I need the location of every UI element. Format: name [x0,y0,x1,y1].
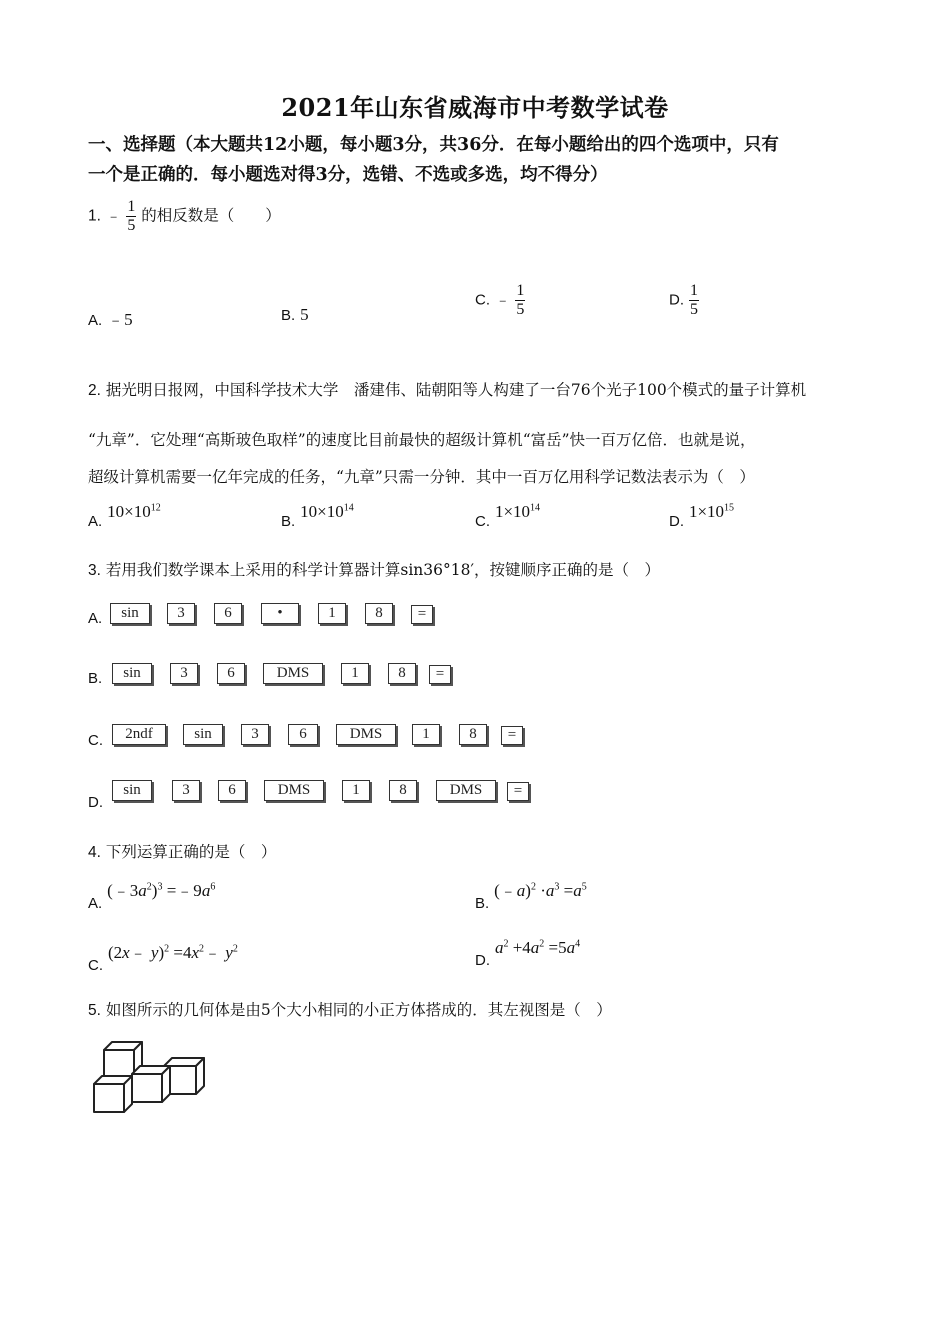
calculator-key: = [507,782,529,801]
calculator-key: 6 [214,603,242,624]
q4-option-a[interactable]: A. $(﹣3a^2)^3$ $=﹣9a^6$ [88,881,216,912]
q2-option-b[interactable]: B. $10\times 10^{14}$ [281,502,354,530]
calculator-key: sin [112,780,152,801]
calculator-key: sin [183,724,223,745]
cube-figure [88,1036,213,1118]
q4-option-d[interactable]: D. $a^2 +4a^2 =5a^4$ [475,938,581,969]
q3-option-a-label[interactable]: A. [88,610,103,627]
calculator-key: sin [112,663,152,684]
calculator-key: 3 [241,724,269,745]
formula: $(﹣3a^2)^3$ $=﹣9a^6$ [107,881,216,900]
cube [94,1076,132,1112]
q2-option-a[interactable]: A. $10\times 10^{12}$ [88,502,161,530]
calculator-key: 1 [412,724,440,745]
calculator-key: 6 [217,663,245,684]
q4-option-c[interactable]: C. (2x﹣ $y)^2 =4x^2﹣$ $y^2$ [88,943,238,974]
calculator-key: 1 [341,663,369,684]
calculator-key: 8 [365,603,393,624]
calculator-key: DMS [436,780,496,801]
formula: (2x﹣ $y)^2 =4x^2﹣$ $y^2$ [107,943,238,962]
question-5: 5. 如图所示的几何体是由5个大小相同的小正方体搭成的．其左视图是（ ） [88,1001,612,1019]
calculator-key: 8 [389,780,417,801]
q3-option-c-label[interactable]: C. [88,732,103,749]
calculator-key: 1 [318,603,346,624]
calculator-key: 6 [218,780,246,801]
calculator-key: 3 [170,663,198,684]
calculator-key: DMS [263,663,323,684]
calculator-key: sin [110,603,150,624]
calculator-key: 1 [342,780,370,801]
calculator-key: DMS [336,724,396,745]
calculator-key: 2ndf [112,724,166,745]
fraction: $\frac{1}{5}$ [689,282,698,318]
page-title: 2021年山东省威海市中考数学试卷 [281,93,669,122]
fraction: $\frac{1}{5}$ [127,198,136,234]
q1-option-b[interactable]: B. 5 [281,305,309,324]
calculator-key: DMS [264,780,324,801]
section-heading-line2: 一个是正确的．每小题选对得3分，选错、不选或多选，均不得分） [88,165,608,185]
calculator-key: = [501,726,523,745]
fraction: $\frac{1}{5}$ [516,282,525,318]
question-3: 3. 若用我们数学课本上采用的科学计算器计算sin36°18′，按键顺序正确的是（ ） [88,561,660,579]
calculator-key: = [411,605,433,624]
cube [132,1066,170,1102]
question-text: 的相反数是（ ） [141,206,281,225]
q2-option-d[interactable]: D. $1\times 10^{15}$ [669,502,735,530]
calculator-key: 8 [388,663,416,684]
question-4: 4. 下列运算正确的是（ ） [88,843,277,861]
question-2-line2: “九章”．它处理“高斯玻色取样”的速度比目前最快的超级计算机“富岳”快一百万亿倍．也就是说， [88,431,756,449]
question-2-line1: 2. 据光明日报网，中国科学技术大学 潘建伟、陆朝阳等人构建了一台76个光子100个模式的量子计算机 [88,381,807,399]
q2-option-c[interactable]: C. $1\times 10^{14}$ [475,502,541,530]
q1-option-d[interactable]: D. $\frac{1}{5}$ [669,282,698,318]
q3-option-b-label[interactable]: B. [88,670,103,687]
minus-sign: ﹣ [105,206,122,225]
calculator-key: 6 [288,724,318,745]
q1-option-c[interactable]: C. ﹣ $\frac{1}{5}$ [475,282,525,318]
formula: $a^2 +4a^2 =5a^4$ [494,938,581,957]
section-heading-line1: 一、选择题（本大题共12小题，每小题3分，共36分．在每小题给出的四个选项中，只有 [88,135,779,155]
calculator-key: 3 [172,780,200,801]
question-number: 1. [88,207,101,225]
calculator-key: 3 [167,603,195,624]
calculator-key: = [429,665,451,684]
question-2-line3: 超级计算机需要一亿年完成的任务，“九章”只需一分钟．其中一百万亿用科学记数法表示为（ ） [88,468,755,486]
q1-option-a[interactable]: A. ﹣5 [88,310,133,329]
question-1 [88,198,281,235]
calculator-key: • [261,603,299,624]
q4-option-b[interactable]: B. (﹣a)$^2$ $\cdot a^3 =a^5$ [475,881,587,912]
q3-option-d-label[interactable]: D. [88,794,103,811]
calculator-key: 8 [459,724,487,745]
formula: (﹣a)$^2$ $\cdot a^3 =a^5$ [494,881,587,900]
